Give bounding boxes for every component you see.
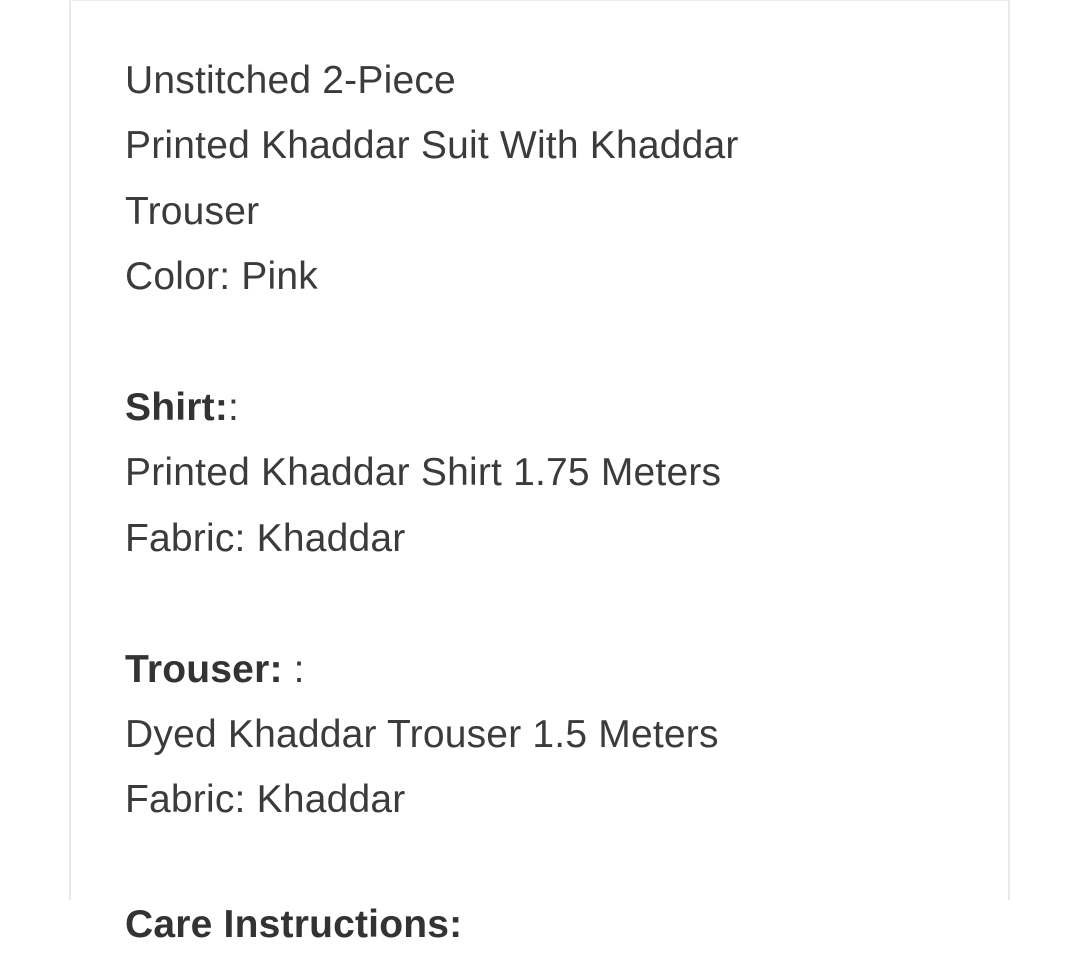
description-line bbox=[125, 244, 978, 309]
description-text: Printed Khaddar Suit With Khaddar bbox=[125, 124, 739, 168]
description-bold-label: Care Instructions: bbox=[125, 903, 463, 947]
description-paragraph bbox=[125, 375, 978, 571]
product-description-card bbox=[69, 0, 1010, 947]
product-description bbox=[71, 1, 1008, 958]
description-text: : bbox=[282, 647, 305, 691]
description-line bbox=[125, 506, 978, 571]
description-text: Printed Khaddar Shirt 1.75 Meters bbox=[125, 451, 722, 495]
description-line bbox=[125, 48, 978, 113]
description-paragraph bbox=[125, 892, 978, 957]
description-text: Fabric: Khaddar bbox=[125, 516, 406, 560]
description-bold-label: Trouser: bbox=[125, 647, 283, 691]
description-line bbox=[125, 892, 978, 957]
description-line bbox=[125, 637, 978, 702]
description-text: Dyed Khaddar Trouser 1.5 Meters bbox=[125, 713, 719, 757]
description-text: Fabric: Khaddar bbox=[125, 778, 406, 822]
description-line bbox=[125, 767, 978, 832]
description-line bbox=[125, 702, 978, 767]
description-line bbox=[125, 375, 978, 440]
description-paragraph bbox=[125, 48, 978, 310]
description-text: Color: Pink bbox=[125, 255, 318, 299]
description-text: Unstitched 2-Piece bbox=[125, 59, 456, 102]
description-bold-label: Shirt: bbox=[125, 386, 229, 430]
description-line bbox=[125, 179, 978, 244]
description-text: : bbox=[228, 386, 240, 430]
description-paragraph bbox=[125, 637, 978, 833]
description-line bbox=[125, 113, 978, 178]
description-text: Trouser bbox=[125, 189, 260, 233]
description-line bbox=[125, 440, 978, 505]
